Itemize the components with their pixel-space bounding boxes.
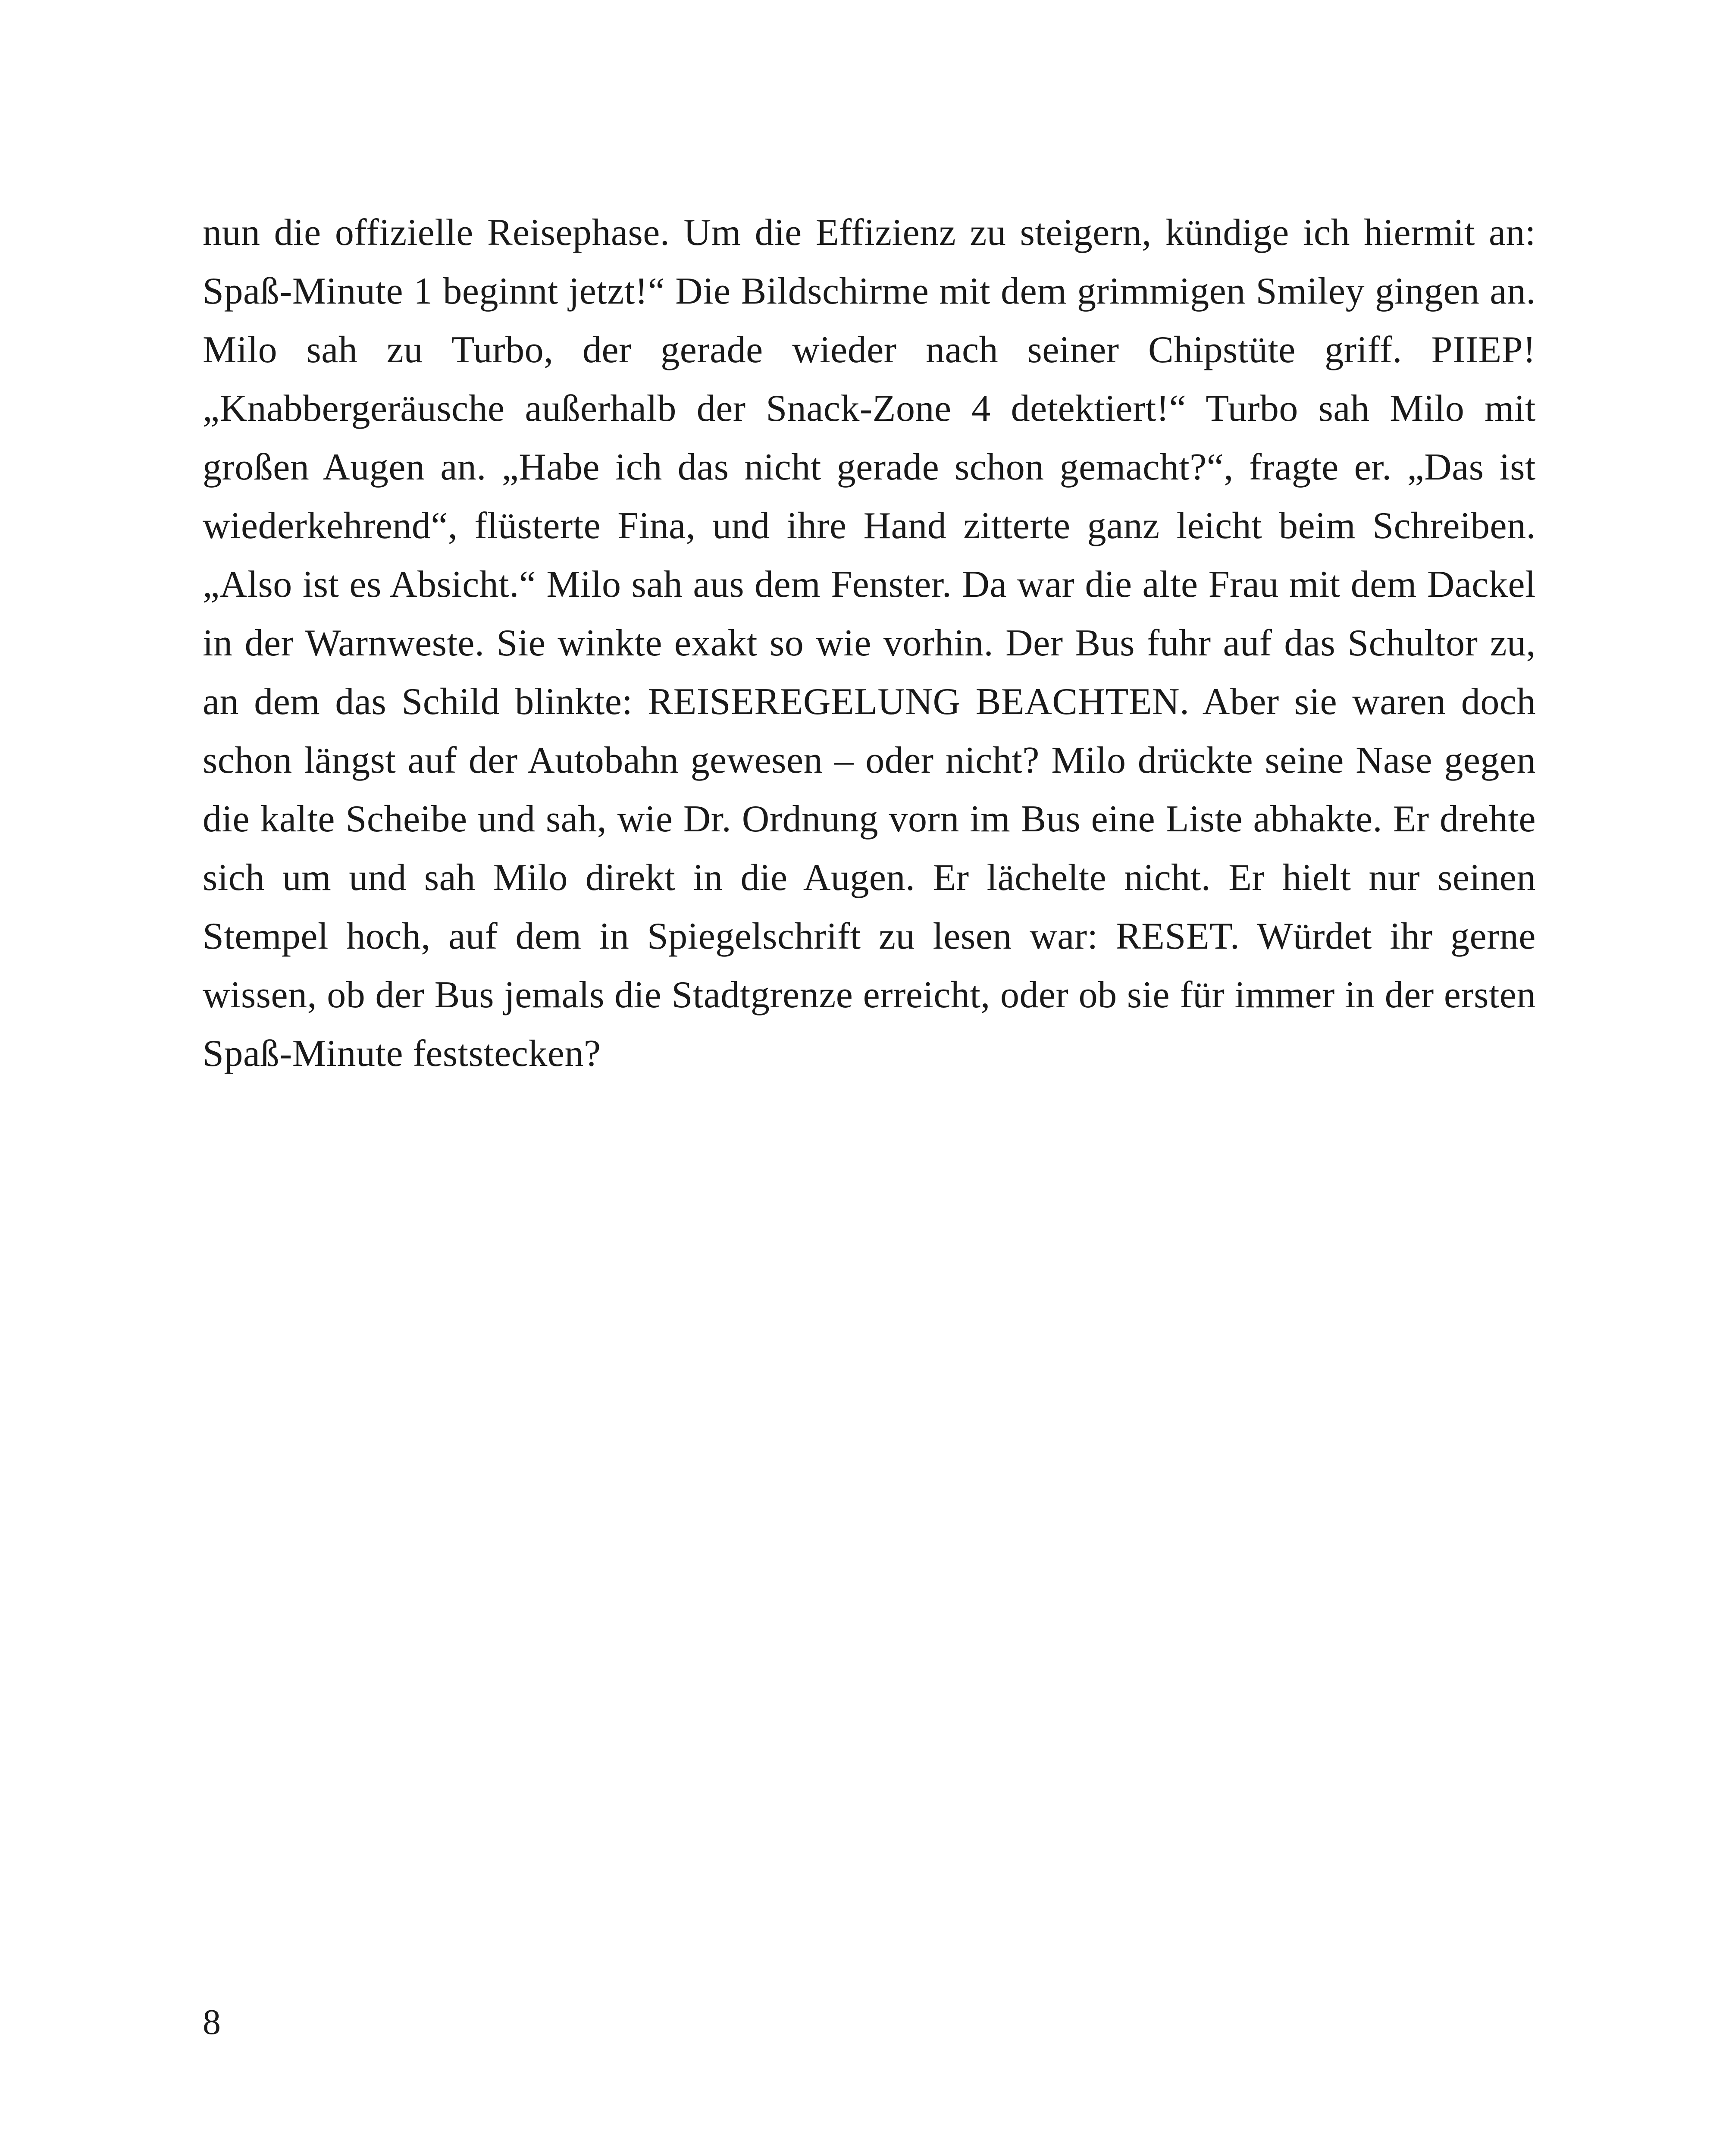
body-paragraph: nun die offizielle Reisephase. Um die Effizienz zu steigern, kündige ich hiermit an: Spaß-Minute 1 beginnt jetzt!“ Die Bildschirme mit dem grimmigen Smiley gingen an. Milo sah zu Turbo, der gerade wieder nach seiner Chipstüte griff. PIIEP! „Knabbergeräusche außerhalb der Snack-Zone 4 detektiert!“ Turbo sah Milo mit großen Augen an. „Habe ich das nicht gerade schon gemacht?“, fragte er. „Das ist wiederkehrend“, flüsterte Fina, und ihre Hand zitterte ganz leicht beim Schreiben. „Also ist es Absicht.“ Milo sah aus dem Fenster. Da war die alte Frau mit dem Dackel in der Warnweste. Sie winkte exakt so wie vorhin. Der Bus fuhr auf das Schultor zu, an dem das Schild blinkte: REISEREGELUNG BEACHTEN. Aber sie waren doch schon längst auf der Autobahn gewesen – oder nicht? Milo drückte seine Nase gegen die kalte Scheibe und sah, wie Dr. Ordnung vorn im Bus eine Liste abhakte. Er drehte sich um und sah Milo direkt in die Augen. Er lächelte nicht. Er hielt nur seinen Stempel hoch, auf dem in Spiegelschrift zu lesen war: RESET. Würdet ihr gerne wissen, ob der Bus jemals die Stadtgrenze erreicht, oder ob sie für immer in der ersten Spaß-Minute feststecken? [203, 212, 1536, 1075]
page-number: 8 [203, 2002, 221, 2042]
